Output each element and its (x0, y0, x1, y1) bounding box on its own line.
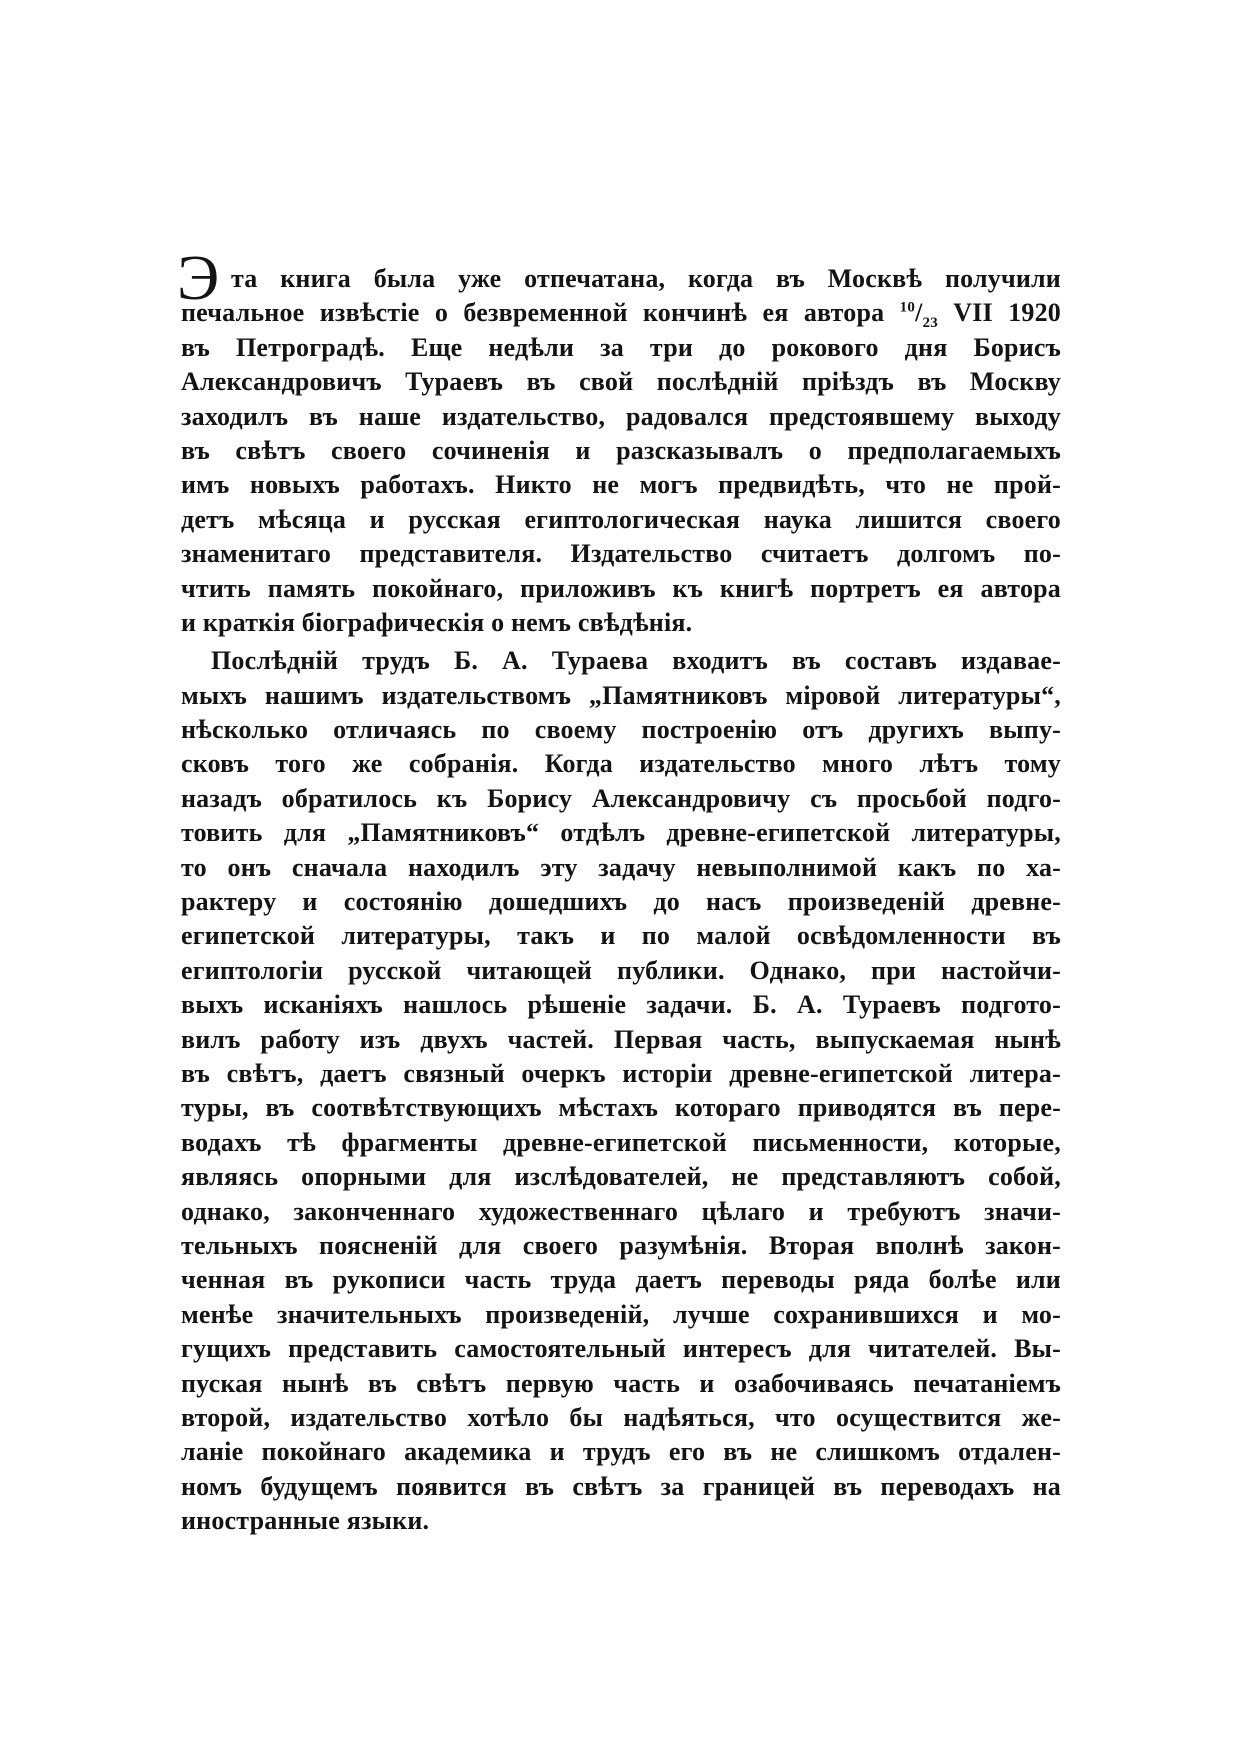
paragraph-2-line-8: рактеру и состоянію дошедшихъ до насъ произведеній древне- (181, 887, 1061, 917)
paragraph-2-line-18: тельныхъ поясненій для своего разумѣнія. Вторая вполнѣ закон- (181, 1230, 1061, 1260)
paragraph-2-line-2: мыхъ нашимъ издательствомъ „Памятниковъ міровой литературы“, (181, 680, 1061, 710)
paragraph-1-line-9: знаменитаго представителя. Издательство считаетъ долгомъ по- (181, 539, 1061, 569)
paragraph-1-line-3: въ Петроградѣ. Еще недѣли за три до рокового дня Борисъ (181, 332, 1061, 362)
paragraph-2-line-23: второй, издательство хотѣло бы надѣяться, что осуществится же- (181, 1402, 1061, 1432)
paragraph-1-line-5: заходилъ въ наше издательство, радовался предстоявшему выходу (181, 401, 1061, 431)
paragraph-1-line-11: и краткія біографическія о немъ свѣдѣнія. (181, 607, 693, 637)
paragraph-2-line-12: вилъ работу изъ двухъ частей. Первая часть, выпускаемая нынѣ (181, 1024, 1061, 1054)
paragraph-1-line-10: чтить память покойнаго, приложивъ къ книгѣ портретъ ея автора (181, 573, 1061, 603)
date-numerator: 10 (899, 299, 916, 316)
paragraph-2-line-21: гущихъ представить самостоятельный интересъ для читателей. Вы- (181, 1334, 1061, 1364)
paragraph-1-line-2: печальное извѣстіе о безвременной кончинѣ ея автора $^{10}/_{23}$ VII 1920 (181, 298, 1061, 332)
date-text: VII 1920 (953, 298, 1061, 328)
paragraph-2-line-6: товить для „Памятниковъ“ отдѣлъ древне-египетской литературы, (181, 818, 1061, 848)
paragraph-2-line-13: въ свѣтъ, даетъ связный очеркъ исторіи древне-египетской литера- (181, 1058, 1061, 1088)
paragraph-2-line-25: номъ будущемъ появится въ свѣтъ за границей въ переводахъ на (181, 1471, 1061, 1501)
drop-cap-letter: Э (177, 242, 220, 313)
paragraph-2-line-5: назадъ обратилось къ Борису Александровичу съ просьбой подго- (181, 783, 1061, 813)
paragraph-2-line-4: сковъ того же собранія. Когда издательство много лѣтъ тому (181, 749, 1061, 779)
paragraph-1-line-6: въ свѣтъ своего сочиненія и разсказывалъ о предполагаемыхъ (181, 435, 1061, 465)
line-text: печальное извѣстіе о безвременной кончинѣ ея автора (181, 298, 885, 328)
paragraph-2-line-17: однако, законченнаго художественнаго цѣлаго и требуютъ значи- (181, 1196, 1061, 1226)
paragraph-2-line-10: египтологіи русской читающей публики. Однако, при настойчи- (181, 955, 1061, 985)
paragraph-2-line-26: иностранные языки. (181, 1506, 430, 1536)
paragraph-2-line-24: ланіе покойнаго академика и трудъ его въ не слишкомъ отдален- (181, 1437, 1061, 1467)
paragraph-2-line-19: ченная въ рукописи часть труда даетъ переводы ряда болѣе или (181, 1265, 1061, 1295)
paragraph-2-line-20: менѣе значительныхъ произведеній, лучше сохранившихся и мо- (181, 1299, 1061, 1329)
paragraph-2-line-15: водахъ тѣ фрагменты древне-египетской письменности, которые, (181, 1127, 1061, 1157)
paragraph-1-line-4: Александровичъ Тураевъ въ свой послѣдній пріѣздъ въ Москву (181, 367, 1061, 397)
first-line-text: та книга была уже отпечатана, когда въ Москвѣ получили (231, 264, 1061, 293)
paragraph-2-line-14: туры, въ соотвѣтствующихъ мѣстахъ котораго приводятся въ пере- (181, 1093, 1061, 1123)
paragraph-2-line-16: являясь опорными для изслѣдователей, не представляютъ собой, (181, 1162, 1061, 1192)
paragraph-1-line-8: детъ мѣсяца и русская египтологическая наука лишится своего (181, 504, 1061, 534)
paragraph-2-line-9: египетской литературы, такъ и по малой освѣдомленности въ (181, 921, 1061, 951)
paragraph-2-line-22: пуская нынѣ въ свѣтъ первую часть и озабочиваясь печатаніемъ (181, 1368, 1061, 1398)
paragraph-2-line-3: нѣсколько отличаясь по своему построенію отъ другихъ выпу- (181, 715, 1061, 745)
paragraph-2-line-1: Послѣдній трудъ Б. А. Тураева входитъ въ составъ издавае- (211, 646, 1061, 676)
paragraph-1-line-7: имъ новыхъ работахъ. Никто не могъ предвидѣть, что не прой- (181, 470, 1061, 500)
date-denominator: 23 (922, 315, 938, 332)
body-text (177, 242, 1061, 1538)
paragraph-2-line-11: выхъ исканіяхъ нашлось рѣшеніе задачи. Б. А. Тураевъ подгото- (181, 990, 1061, 1020)
paragraph-2-line-7: то онъ сначала находилъ эту задачу невыполнимой какъ по ха- (181, 852, 1061, 882)
